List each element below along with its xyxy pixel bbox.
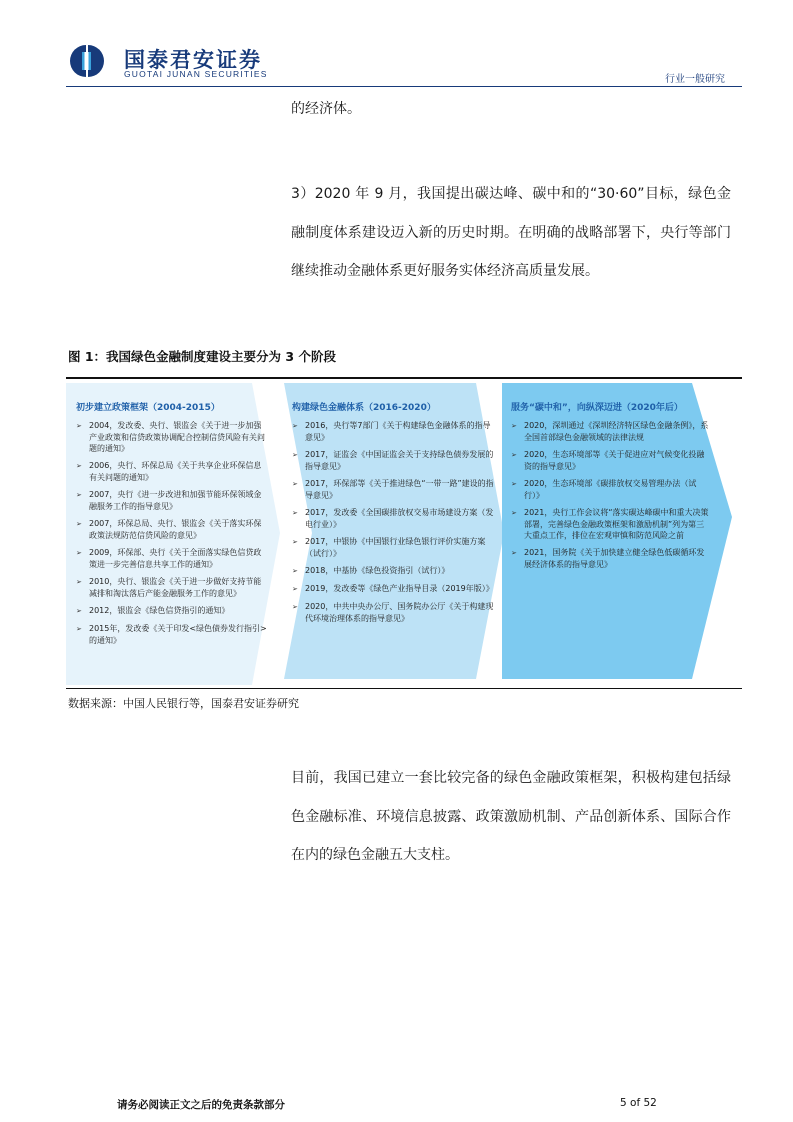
list-item: ➢ 2020，生态环境部等《关于促进应对气候变化投融资的指导意见》 [511, 449, 711, 472]
list-item: ➢ 2021，国务院《关于加快建立健全绿色低碳循环发展经济体系的指导意见》 [511, 547, 711, 570]
stage-3-list [511, 420, 711, 571]
list-item: ➢ 2010，央行、银监会《关于进一步做好支持节能减排和淘汰落后产能金融服务工作的意见》 [76, 576, 269, 599]
stage-2-title: 构建绿色金融体系（2016-2020） [292, 403, 436, 413]
stage-2-list [292, 420, 495, 624]
page-number: 5 of 52 [620, 1097, 657, 1109]
company-name-cn: 国泰君安证券 [124, 48, 262, 72]
list-item: ➢ 2007，环保总局、央行、银监会《关于落实环保政策法规防范信贷风险的意见》 [76, 518, 269, 541]
list-item: ➢ 2015年，发改委《关于印发<绿色债券发行指引>的通知》 [76, 623, 269, 646]
list-item: ➢ 2017，环保部等《关于推进绿色“一带一路”建设的指导意见》 [292, 478, 495, 501]
stage-1-panel [76, 400, 269, 652]
stage-1-list [76, 420, 269, 646]
list-item: ➢ 2016，央行等7部门《关于构建绿色金融体系的指导意见》 [292, 420, 495, 443]
header-divider [66, 86, 742, 87]
paragraph-current-framework: 目前，我国已建立一套比较完备的绿色金融政策框架，积极构建包括绿色金融标准、环境信息披露、政策激励机制、产品创新体系、国际合作在内的绿色金融五大支柱。 [291, 770, 731, 863]
list-item: ➢ 2020，深圳通过《深圳经济特区绿色金融条例》，系全国首部绿色金融领域的法律法规 [511, 420, 711, 443]
list-item: ➢ 2004，发改委、央行、银监会《关于进一步加强产业政策和信贷政策协调配合控制信贷风险有关问题的通知》 [76, 420, 269, 455]
stage-3-panel [511, 400, 711, 576]
list-item: ➢ 2012，银监会《绿色信贷指引的通知》 [76, 605, 269, 617]
paragraph-intro-end: 的经济体。 [291, 101, 361, 117]
list-item: ➢ 2017，发改委《全国碳排放权交易市场建设方案（发电行业）》 [292, 507, 495, 530]
figure-bottom-rule [66, 688, 742, 689]
company-name-en: GUOTAI JUNAN SECURITIES [124, 69, 268, 79]
list-item: ➢ 2007，央行《进一步改进和加强节能环保领域金融服务工作的指导意见》 [76, 489, 269, 512]
report-type: 行业一般研究 [665, 74, 725, 85]
list-item: ➢ 2020，生态环境部《碳排放权交易管理办法（试行）》 [511, 478, 711, 501]
stage-3-title: 服务“碳中和”，向纵深迈进（2020年后） [511, 403, 683, 413]
list-item: ➢ 2020，中共中央办公厅、国务院办公厅《关于构建现代环境治理体系的指导意见》 [292, 601, 495, 624]
figure-source: 数据来源：中国人民银行等，国泰君安证券研究 [68, 697, 299, 710]
list-item: ➢ 2019，发改委等《绿色产业指导目录（2019年版）》 [292, 583, 495, 595]
list-item: ➢ 2009，环保部、央行《关于全面落实绿色信贷政策进一步完善信息共享工作的通知》 [76, 547, 269, 570]
company-logo [66, 43, 106, 79]
paragraph-30-60-target: 3）2020 年 9 月，我国提出碳达峰、碳中和的“30·60”目标，绿色金融制度体系建设迈入新的历史时期。在明确的战略部署下，央行等部门继续推动金融体系更好服务实体经济高质量发展。 [291, 186, 731, 279]
list-item: ➢ 2017，中银协《中国银行业绿色银行评价实施方案（试行）》 [292, 536, 495, 559]
figure-title: 图 1：我国绿色金融制度建设主要分为 3 个阶段 [68, 349, 336, 364]
stage-2-panel [292, 400, 495, 630]
stage-1-title: 初步建立政策框架（2004-2015） [76, 403, 220, 413]
list-item: ➢ 2018，中基协《绿色投资指引（试行）》 [292, 565, 495, 577]
list-item: ➢ 2021，央行工作会议将“落实碳达峰碳中和重大决策部署，完善绿色金融政策框架和激励机制”列为第三大重点工作，排位在宏观审慎和防范风险之前 [511, 507, 711, 542]
list-item: ➢ 2017，证监会《中国证监会关于支持绿色债券发展的指导意见》 [292, 449, 495, 472]
disclaimer-link[interactable]: 请务必阅读正文之后的免责条款部分 [117, 1099, 285, 1111]
list-item: ➢ 2006，央行、环保总局《关于共享企业环保信息有关问题的通知》 [76, 460, 269, 483]
figure-top-rule [66, 377, 742, 379]
